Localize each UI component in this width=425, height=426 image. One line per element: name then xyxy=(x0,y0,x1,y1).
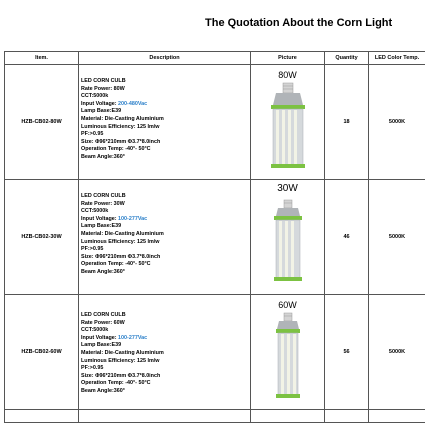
color-temp-value: 5000K xyxy=(369,180,425,295)
corn-bulb-image xyxy=(258,183,318,287)
wattage-label: 30W xyxy=(277,183,298,194)
empty-cell xyxy=(325,410,369,423)
desc-line: Operation Temp: -40°- 50°C xyxy=(81,261,151,268)
desc-line: Luminous Efficiency: 125 lm/w xyxy=(81,123,160,130)
desc-line: Beam Angle:360° xyxy=(81,153,125,160)
voltage-label: Input Voltage: xyxy=(81,334,119,341)
desc-line: PF:>0.95 xyxy=(81,365,104,372)
voltage-label: Input Voltage: xyxy=(81,100,119,107)
desc-line: LED CORN CULB xyxy=(81,193,126,199)
color-temp-value: 5000K xyxy=(369,295,425,410)
header-color-temp: LED Color Temp. xyxy=(369,52,425,65)
voltage-label: Input Voltage: xyxy=(81,215,119,222)
header-description: Description xyxy=(79,52,251,65)
desc-line: Luminous Efficiency: 125 lm/w xyxy=(81,238,160,245)
table-row xyxy=(5,180,425,295)
empty-cell xyxy=(369,410,425,423)
picture-cell xyxy=(251,180,325,295)
desc-line: CCT:5000k xyxy=(81,93,109,100)
header-picture: Picture xyxy=(251,52,325,65)
picture-cell xyxy=(251,295,325,410)
item-code: HZB-CB02-30W xyxy=(5,180,79,295)
desc-line: Size: Φ96*210mm Φ3.7*8.0inch xyxy=(81,253,161,260)
table-row xyxy=(5,410,425,423)
voltage-value: 100-277Vac xyxy=(118,215,148,222)
table-row xyxy=(5,295,425,410)
quantity-value: 56 xyxy=(325,295,369,410)
desc-line: Lamp Base:E39 xyxy=(81,223,122,230)
corn-bulb-icon xyxy=(258,187,318,287)
empty-cell xyxy=(5,410,79,423)
desc-line: PF:>0.95 xyxy=(81,131,104,138)
quantity-value: 18 xyxy=(325,65,369,180)
desc-line xyxy=(81,101,250,109)
desc-line: CCT:5000k xyxy=(81,327,109,334)
quotation-table xyxy=(4,51,425,423)
desc-line: LED CORN CULB xyxy=(81,78,126,84)
desc-line: Operation Temp: -40°- 50°C xyxy=(81,146,151,153)
desc-line: Lamp Base:E39 xyxy=(81,342,122,349)
item-code: HZB-CB02-80W xyxy=(5,65,79,180)
desc-line: Beam Angle:360° xyxy=(81,268,125,275)
corn-bulb-icon xyxy=(258,302,318,402)
description-cell xyxy=(79,180,251,295)
table-row xyxy=(5,65,425,180)
description-cell xyxy=(79,65,251,180)
page-title: The Quotation About the Corn Light xyxy=(205,17,393,29)
desc-line: Rate Power: 30W xyxy=(81,200,125,207)
picture-cell xyxy=(251,65,325,180)
color-temp-value: 5000K xyxy=(369,65,425,180)
desc-line: Material: Die-Casting Aluminium xyxy=(81,230,164,237)
desc-line xyxy=(81,335,250,343)
desc-line: CCT:5000k xyxy=(81,208,109,215)
desc-line: Material: Die-Casting Aluminium xyxy=(81,115,164,122)
table-header-row xyxy=(5,52,425,65)
description-cell xyxy=(79,295,251,410)
quantity-value: 46 xyxy=(325,180,369,295)
empty-cell xyxy=(79,410,251,423)
desc-line: Operation Temp: -40°- 50°C xyxy=(81,380,151,387)
header-item: Item. xyxy=(5,52,79,65)
desc-line: Material: Die-Casting Aluminium xyxy=(81,349,164,356)
desc-line: PF:>0.95 xyxy=(81,246,104,253)
desc-line: Lamp Base:E39 xyxy=(81,108,122,115)
desc-line: Luminous Efficiency: 125 lm/w xyxy=(81,357,160,364)
desc-line: Size: Φ96*210mm Φ3.7*8.0inch xyxy=(81,138,161,145)
desc-line xyxy=(81,216,250,224)
desc-line: LED CORN CULB xyxy=(81,312,126,318)
voltage-value: 100-277Vac xyxy=(118,334,148,341)
corn-bulb-image xyxy=(258,72,318,172)
header-quantity: Quantity xyxy=(325,52,369,65)
desc-line: Beam Angle:360° xyxy=(81,387,125,394)
wattage-label: 60W xyxy=(278,300,297,310)
voltage-value: 200-480Vac xyxy=(118,100,148,107)
desc-line: Rate Power: 80W xyxy=(81,85,125,92)
desc-line: Size: Φ96*210mm Φ3.7*8.0inch xyxy=(81,372,161,379)
corn-bulb-image xyxy=(258,302,318,402)
empty-cell xyxy=(251,410,325,423)
wattage-label: 80W xyxy=(278,70,297,80)
corn-bulb-icon xyxy=(258,72,318,172)
item-code: HZB-CB02-60W xyxy=(5,295,79,410)
desc-line: Rate Power: 60W xyxy=(81,319,125,326)
